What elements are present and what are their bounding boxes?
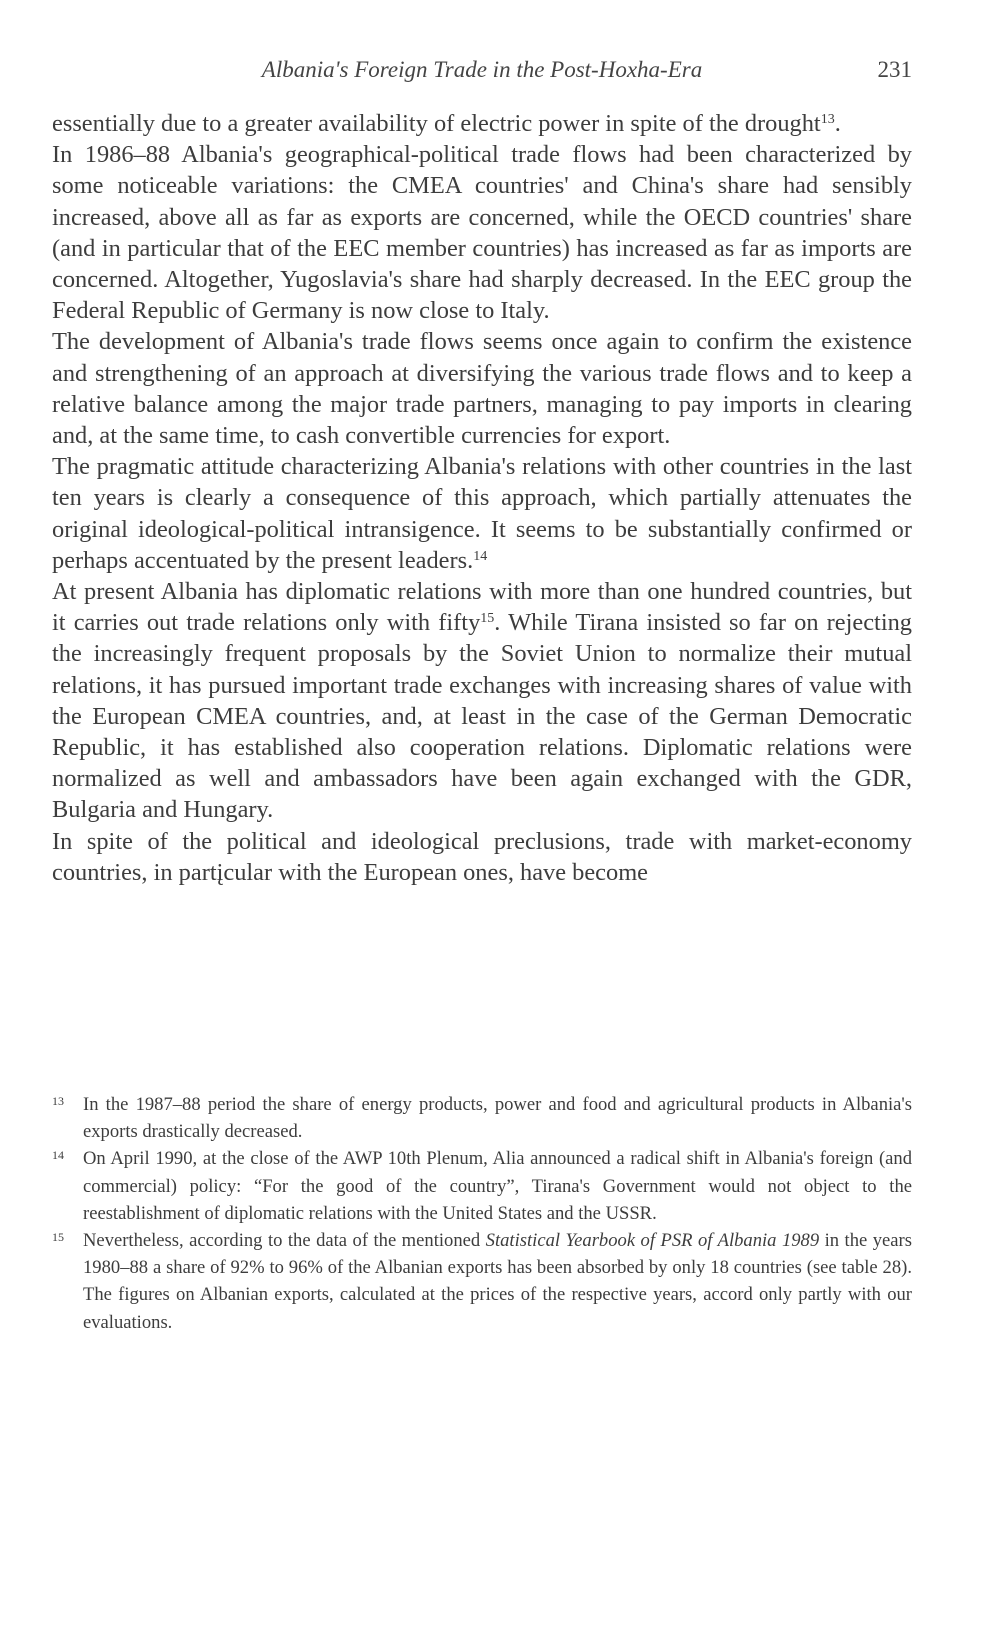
paragraph-6: In spite of the political and ideological preclusions, trade with market-economy countries, in partįcular with the European ones, have become bbox=[52, 827, 912, 886]
footnote-15 bbox=[52, 1227, 912, 1336]
paragraph-text: At present Albania has diplomatic relations with more than one hundred countries, but it carries out trade relations only with fifty bbox=[52, 578, 912, 637]
paragraph-text: . bbox=[834, 110, 841, 137]
book-page bbox=[52, 0, 912, 1629]
body-text bbox=[52, 108, 912, 888]
footnote-text: In the 1987–88 period the share of energy products, power and food and agricultural products in Albania's exports drastically decreased. bbox=[83, 1094, 912, 1143]
paragraph-5 bbox=[52, 576, 912, 826]
page-header bbox=[52, 54, 912, 86]
paragraph-text: essentially due to a greater availability of electric power in spite of the drought bbox=[52, 110, 821, 137]
footnote-mark: 13 bbox=[52, 1094, 64, 1108]
footnote-ref-15[interactable]: 15 bbox=[480, 611, 495, 627]
paragraph-2: In 1986–88 Albania's geographical-political trade flows had been characterized by some noticeable variations: the CMEA countries' and China's share had sensibly increased, above all as far as exports are concerned, while the OECD countries' share (and in particular that of the EEC member countries) has increased as far as imports are concerned. Altogether, Yugoslavia's share had sharply decreased. In the EEC group the Federal Republic of Germany is now close to Italy. bbox=[52, 141, 912, 325]
footnote-ref-14[interactable]: 14 bbox=[473, 548, 488, 564]
paragraph-text: . While Tirana insisted so far on rejecting the increasingly frequent proposals by the Soviet Union to normalize their mutual relations, it has pursued important trade exchanges with increasing shares of value with the European CMEA countries, and, at least in the case of the German Democratic Republic, it has established also cooperation relations. Diplomatic relations were normalized as well and ambassadors have been again exchanged with the GDR, Bulgaria and Hungary. bbox=[52, 609, 912, 824]
paragraph-3: The development of Albania's trade flows seems once again to confirm the existence and strengthening of an approach at diversifying the various trade flows and to keep a relative balance among the major trade partners, managing to pay imports in clearing and, at the same time, to cash convertible currencies for export. bbox=[52, 328, 912, 450]
footnote-13 bbox=[52, 1091, 912, 1145]
paragraph-4 bbox=[52, 451, 912, 576]
footnotes bbox=[52, 1091, 912, 1336]
paragraph-1 bbox=[52, 108, 912, 139]
cited-title: Statistical Yearbook of PSR of Albania 1989 bbox=[485, 1230, 820, 1252]
footnote-text: Nevertheless, according to the data of the mentioned bbox=[83, 1230, 486, 1252]
footnote-mark: 14 bbox=[52, 1148, 64, 1163]
footnote-mark: 15 bbox=[52, 1230, 64, 1245]
page-number: 231 bbox=[877, 57, 912, 82]
footnote-14 bbox=[52, 1145, 912, 1227]
footnote-text: On April 1990, at the close of the AWP 10th Plenum, Alia announced a radical shift in Albania's foreign (and commercial) policy: “For the good of the country”, Tirana's Government would not object to the reestablishment of diplomatic relations with the United States and the USSR. bbox=[83, 1148, 912, 1224]
footnote-ref-13[interactable]: 13 bbox=[820, 112, 835, 127]
paragraph-text: The pragmatic attitude characterizing Albania's relations with other countries in the last ten years is clearly a consequence of this approach, which partially attenuates the original ideological-political intransigence. It seems to be substantially confirmed or perhaps accentuated by the present leaders. bbox=[52, 453, 912, 574]
footnote-text: in the years 1980–88 a share of 92% to 96% of the Albanian exports has been absorbed by only 18 countries (see table 28). The figures on Albanian exports, calculated at the prices of the respective years, accord only partly with our evaluations. bbox=[83, 1230, 912, 1333]
running-title: Albania's Foreign Trade in the Post-Hoxha-Era bbox=[261, 57, 703, 82]
